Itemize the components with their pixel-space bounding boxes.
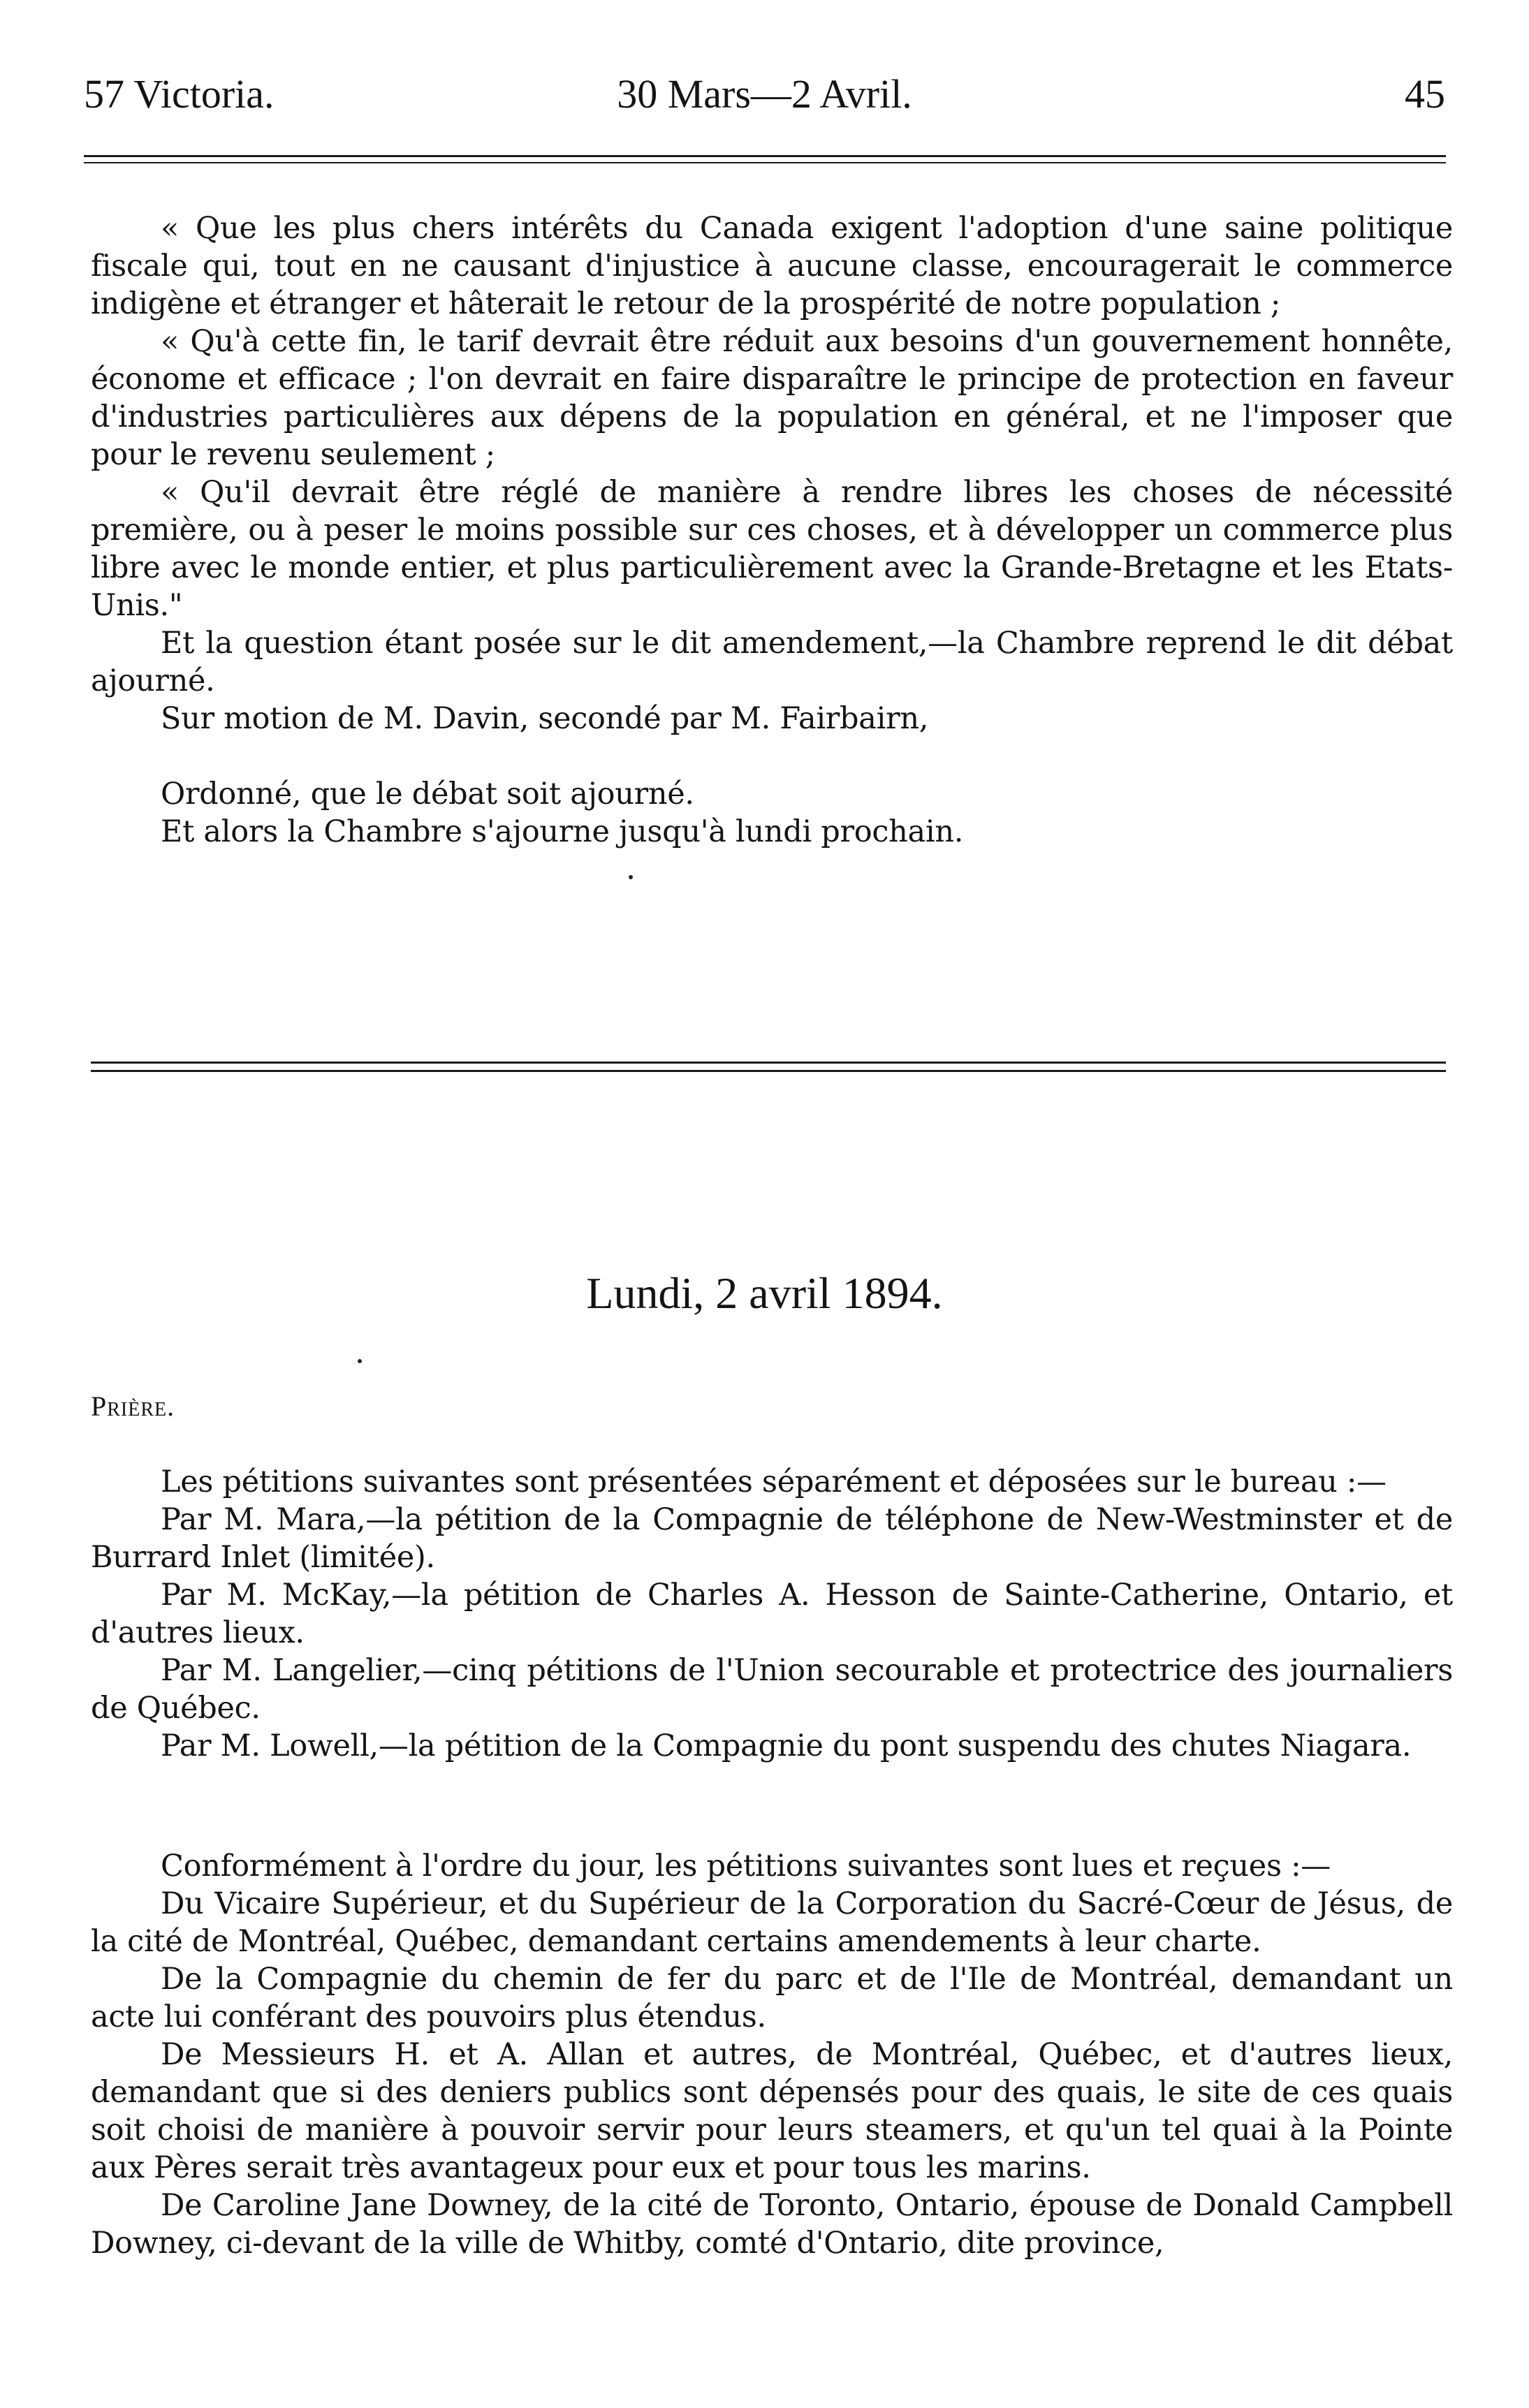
running-header: [84, 66, 1445, 122]
header-rule-bottom: [84, 162, 1446, 163]
paragraph: « Que les plus chers intérêts du Canada exigent l'adoption d'une saine politique fiscale qui, tout en ne causant d'injustice à aucune classe, encouragerait le commerce indigène et étranger et hâterait le retour de la prospérité de notre population ;: [91, 211, 1453, 321]
paragraph: « Qu'à cette fin, le tarif devrait être réduit aux besoins d'un gouvernement honnête, économe et efficace ; l'on devrait en faire disparaître le principe de protection en faveur d'industries particulières aux dépens de la population en général, et ne l'imposer que pour le revenu seulement ;: [91, 324, 1453, 472]
paragraph: Conformément à l'ordre du jour, les pétitions suivantes sont lues et reçues :—: [161, 1849, 1331, 1884]
paragraph: De la Compagnie du chemin de fer du parc et de l'Ile de Montréal, demandant un acte lui conférant des pouvoirs plus étendus.: [91, 1962, 1453, 2034]
paragraph: Et alors la Chambre s'ajourne jusqu'à lundi prochain.: [161, 814, 964, 849]
petitions-presented-section: [91, 1463, 1453, 1765]
header-rule-top: [84, 155, 1446, 157]
paragraph: Par M. Mara,—la pétition de la Compagnie de téléphone de New-Westminster et de Burrard Inlet (limitée).: [91, 1502, 1453, 1575]
paragraph: Les pétitions suivantes sont présentées séparément et déposées sur le bureau :—: [161, 1464, 1387, 1499]
paragraph: Ordonné, que le débat soit ajourné.: [161, 777, 694, 812]
amendment-section: [91, 210, 1453, 851]
paragraph: Par M. McKay,—la pétition de Charles A. Hesson de Sainte-Catherine, Ontario, et d'autres lieux.: [91, 1578, 1453, 1650]
paragraph: Du Vicaire Supérieur, et du Supérieur de la Corporation du Sacré-Cœur de Jésus, de la cité de Montréal, Québec, demandant certains amendements à leur charte.: [91, 1886, 1453, 1959]
petitions-read-section: [91, 1847, 1453, 2262]
header-date-range: 30 Mars—2 Avril.: [617, 71, 912, 117]
priere-label: Prière.: [91, 1390, 175, 1422]
paragraph: Sur motion de M. Davin, secondé par M. Fairbairn,: [161, 701, 929, 736]
stray-dot: [629, 875, 633, 879]
sitting-date-heading: Lundi, 2 avril 1894.: [586, 1268, 943, 1318]
paragraph: Par M. Langelier,—cinq pétitions de l'Union secourable et protectrice des journaliers de Québec.: [91, 1653, 1453, 1726]
paragraph: De Caroline Jane Downey, de la cité de Toronto, Ontario, épouse de Donald Campbell Downey, ci-devant de la ville de Whitby, comté d'Ontario, dite province,: [91, 2188, 1453, 2261]
paragraph: De Messieurs H. et A. Allan et autres, de Montréal, Québec, et d'autres lieux, demandant que si des deniers publics sont dépensés pour des quais, le site de ces quais soit choisi de manière à pouvoir servir pour leurs steamers, et qu'un tel quai à la Pointe aux Pères serait très avantageux pour eux et pour tous les marins.: [91, 2037, 1453, 2185]
header-page-number: 45: [1405, 71, 1445, 117]
stray-dot: [358, 1359, 362, 1363]
header-regnal-year: 57 Victoria.: [84, 71, 275, 117]
paragraph: Par M. Lowell,—la pétition de la Compagnie du pont suspendu des chutes Niagara.: [161, 1728, 1412, 1763]
paragraph: Et la question étant posée sur le dit amendement,—la Chambre reprend le dit débat ajourné.: [91, 626, 1453, 698]
section-divider-bottom: [91, 1070, 1446, 1072]
section-divider-top: [91, 1062, 1446, 1064]
paragraph: « Qu'il devrait être réglé de manière à rendre libres les choses de nécessité première, ou à peser le moins possible sur ces choses, et à développer un commerce plus libre avec le monde entier, et plus particulièrement avec la Grande-Bretagne et les Etats-Unis.": [91, 475, 1453, 623]
